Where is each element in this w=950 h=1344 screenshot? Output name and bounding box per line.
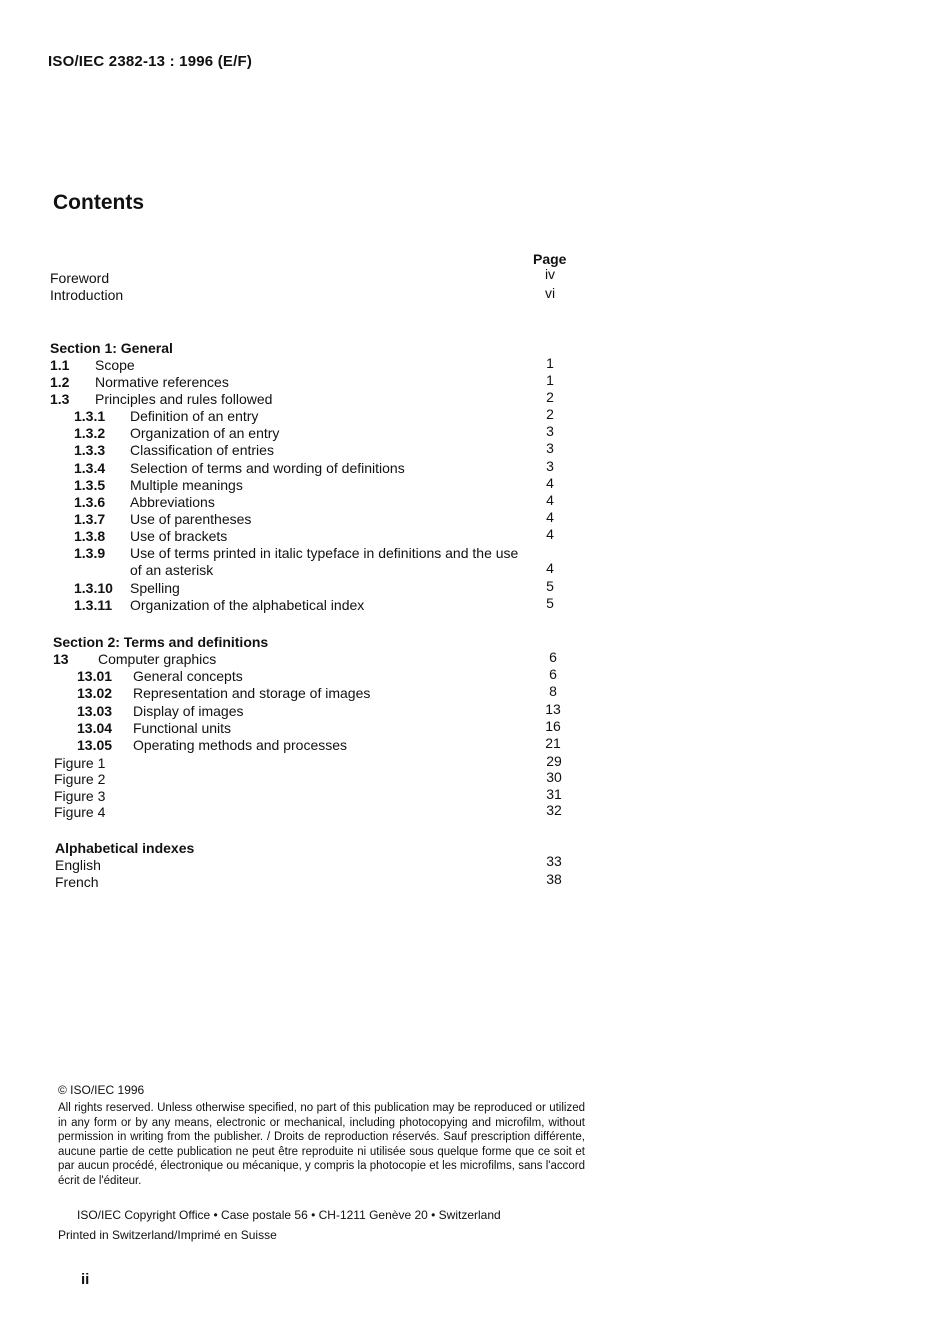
toc-number: 13	[53, 651, 69, 667]
toc-number: 1.3.7	[74, 511, 106, 527]
toc-number: 1.3.1	[74, 408, 106, 424]
toc-page: 30	[546, 769, 562, 785]
toc-row-introduction[interactable]	[50, 287, 570, 304]
section-heading: Section 1: General	[50, 340, 173, 356]
toc-page: 38	[546, 871, 562, 887]
toc-page: 2	[546, 389, 554, 405]
toc-row-foreword[interactable]	[50, 266, 570, 287]
toc-row[interactable]	[53, 651, 573, 668]
toc-row[interactable]	[50, 597, 570, 614]
toc-title: General concepts	[133, 668, 243, 684]
rights-statement: All rights reserved. Unless otherwise specified, no part of this publication may be reproduced or utilized in any form or by any means, electronic or mechanical, including photocopying and microfilm, without permission in writing from the publisher. / Droits de reproduction réservés. Sauf prescription différente, aucune partie de cette publication ne peut être reproduite ni utilisée sous quelque forme que ce soit et par aucun procédé, électronique ou mécanique, y compris la photocopie et les microfilms, sans l'accord écrit de l'éditeur.	[58, 1102, 585, 1187]
toc-row[interactable]	[50, 391, 570, 408]
toc-number: 1.3.11	[74, 597, 113, 613]
toc-page: vi	[544, 285, 556, 301]
toc-page: 32	[546, 802, 562, 818]
toc-title: Spelling	[130, 580, 180, 596]
toc-number: 1.1	[50, 357, 70, 373]
toc-row-figure[interactable]	[54, 788, 574, 805]
toc-row[interactable]	[53, 703, 573, 720]
toc-page: 3	[546, 440, 554, 456]
toc-title: Classification of entries	[130, 442, 274, 458]
toc-number: 1.2	[50, 374, 70, 390]
page-column-heading: Page	[533, 251, 567, 267]
toc-page: 6	[549, 666, 557, 682]
toc-number: 13.04	[77, 720, 113, 736]
toc-number: 1.3.9	[74, 545, 106, 561]
toc-title: Abbreviations	[130, 494, 215, 510]
toc-row-index[interactable]	[55, 871, 575, 891]
toc-title: Principles and rules followed	[95, 391, 273, 407]
toc-row[interactable]	[50, 494, 570, 511]
copyright-office-address: ISO/IEC Copyright Office • Case postale 56 • CH-1211 Genève 20 • Switzerland	[77, 1208, 501, 1222]
toc-row[interactable]	[53, 668, 573, 685]
toc-title-continued: of an asterisk	[130, 562, 214, 578]
toc-page: 3	[546, 423, 554, 439]
toc-page: 2	[546, 406, 554, 422]
toc-title: Figure 1	[54, 755, 106, 771]
toc-page: 4	[546, 560, 554, 576]
toc-row[interactable]	[53, 737, 573, 754]
toc-title: Use of brackets	[130, 528, 228, 544]
toc-title: Representation and storage of images	[133, 685, 371, 701]
copyright-notice: © ISO/IEC 1996	[58, 1083, 145, 1097]
toc-row[interactable]	[50, 357, 570, 374]
toc-number: 1.3.6	[74, 494, 106, 510]
document-code: ISO/IEC 2382-13 : 1996 (E/F)	[48, 53, 253, 70]
toc-page: 1	[546, 355, 554, 371]
toc-row-index[interactable]	[55, 853, 575, 874]
toc-title: Introduction	[50, 287, 124, 303]
toc-title: Functional units	[133, 720, 232, 736]
toc-row[interactable]	[50, 545, 570, 579]
toc-row-figure[interactable]	[54, 771, 574, 788]
toc-page: 33	[546, 853, 562, 869]
toc-row[interactable]	[53, 720, 573, 737]
toc-page: 5	[546, 595, 554, 611]
toc-title: Computer graphics	[98, 651, 217, 667]
toc-number: 13.02	[77, 685, 113, 701]
toc-row-figure[interactable]	[54, 804, 574, 821]
toc-page: 4	[546, 492, 554, 508]
section-heading: Section 2: Terms and definitions	[53, 634, 269, 650]
toc-page: 31	[546, 786, 562, 802]
toc-page: 1	[546, 372, 554, 388]
toc-page: 13	[545, 701, 561, 717]
toc-number: 13.01	[77, 668, 113, 684]
toc-page: 21	[545, 735, 561, 751]
toc-row[interactable]	[50, 442, 570, 459]
toc-row[interactable]	[50, 528, 570, 545]
toc-row[interactable]	[50, 460, 570, 477]
toc-row-figure[interactable]	[54, 755, 574, 772]
toc-row[interactable]	[50, 511, 570, 528]
toc-title: Definition of an entry	[130, 408, 259, 424]
toc-title: Figure 3	[54, 788, 106, 804]
toc-page: 4	[546, 475, 554, 491]
toc-number: 1.3.3	[74, 442, 106, 458]
toc-title: French	[55, 874, 99, 890]
section-heading: Alphabetical indexes	[55, 840, 195, 856]
toc-title: Display of images	[133, 703, 244, 719]
toc-number: 13.05	[77, 737, 113, 753]
toc-title: English	[55, 857, 101, 873]
page-title: Contents	[53, 191, 144, 214]
toc-page: 8	[549, 683, 557, 699]
toc-title: Figure 4	[54, 804, 106, 820]
toc-row[interactable]	[50, 374, 570, 391]
toc-page: 4	[546, 526, 554, 542]
toc-page: 3	[546, 458, 554, 474]
page-number: ii	[81, 1271, 90, 1288]
toc-title: Scope	[95, 357, 135, 373]
toc-page: 16	[545, 718, 561, 734]
toc-page: 4	[546, 509, 554, 525]
printed-in: Printed in Switzerland/Imprimé en Suisse	[58, 1228, 277, 1242]
toc-title: Use of terms printed in italic typeface in definitions and the use	[130, 545, 519, 561]
toc-number: 1.3	[50, 391, 70, 407]
toc-title: Multiple meanings	[130, 477, 243, 493]
toc-page: 29	[546, 753, 562, 769]
toc-page: iv	[544, 266, 556, 282]
toc-title: Use of parentheses	[130, 511, 252, 527]
toc-number: 13.03	[77, 703, 113, 719]
toc-row[interactable]	[53, 685, 573, 702]
toc-row[interactable]	[50, 425, 570, 442]
toc-number: 1.3.5	[74, 477, 106, 493]
toc-title: Organization of the alphabetical index	[130, 597, 365, 613]
toc-number: 1.3.4	[74, 460, 106, 476]
toc-title: Organization of an entry	[130, 425, 280, 441]
toc-title: Figure 2	[54, 771, 106, 787]
toc-title: Selection of terms and wording of definitions	[130, 460, 405, 476]
toc-row[interactable]	[50, 580, 570, 597]
toc-page: 5	[546, 578, 554, 594]
toc-number: 1.3.10	[74, 580, 113, 596]
toc-title: Normative references	[95, 374, 229, 390]
toc-row[interactable]	[50, 477, 570, 494]
toc-title: Operating methods and processes	[133, 737, 348, 753]
toc-number: 1.3.2	[74, 425, 106, 441]
toc-row[interactable]	[50, 408, 570, 425]
toc-title: Foreword	[50, 270, 110, 286]
toc-number: 1.3.8	[74, 528, 106, 544]
toc-page: 6	[549, 649, 557, 665]
